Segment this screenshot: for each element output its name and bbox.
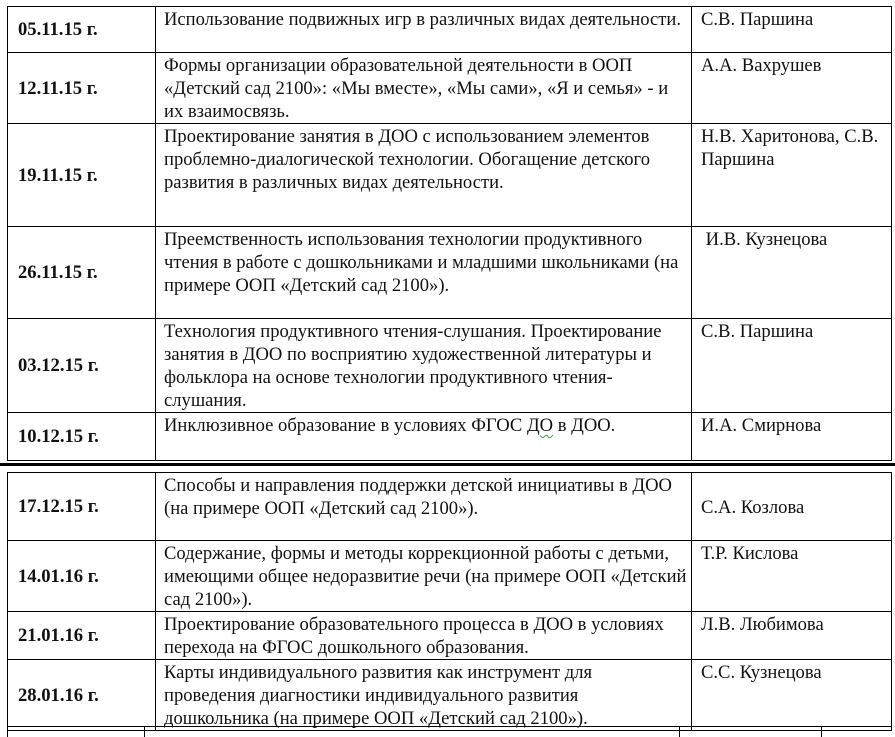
- date-cell: 10.12.15 г.: [8, 413, 156, 461]
- table-row: [8, 227, 892, 319]
- topic-cell: Преемственность использования технологии продуктивного чтения в работе с дошкольниками и младшими школьниками (на примере ООП «Детский сад 2100»).: [156, 227, 692, 319]
- topic-cell: Проектирование образовательного процесса в ДОО в условиях перехода на ФГОС дошкольного образования.: [156, 612, 692, 660]
- table-row: [8, 413, 892, 461]
- topic-text: Инклюзивное образование в условиях ФГОС: [164, 415, 527, 436]
- topic-cell: Содержание, формы и методы коррекционной работы с детьми, имеющими общее недоразвитие речи (на примере ООП «Детский сад 2100»).: [156, 541, 692, 612]
- date-cell: 17.12.15 г.: [8, 473, 156, 541]
- topic-cell: Способы и направления поддержки детской инициативы в ДОО (на примере ООП «Детский сад 2100»).: [156, 473, 692, 541]
- table-row: [8, 124, 892, 227]
- table-row: [8, 612, 892, 660]
- speaker-cell: А.А. Вахрушев: [692, 53, 892, 124]
- topic-cell: Технология продуктивного чтения-слушания. Проектирование занятия в ДОО по восприятию художественной литературы и фольклора на основе технологии продуктивного чтения-слушания.: [156, 319, 692, 413]
- table-row: [8, 53, 892, 124]
- topic-cell: Карты индивидуального развития как инструмент для проведения диагностики индивидуального развития дошкольника (на примере ООП «Детский сад 2100»).: [156, 660, 692, 731]
- next-row-stub: [7, 726, 892, 737]
- topic-cell: Использование подвижных игр в различных видах деятельности.: [156, 7, 692, 53]
- speaker-cell: С.В. Паршина: [692, 319, 892, 413]
- date-cell: 14.01.16 г.: [8, 541, 156, 612]
- date-cell: 21.01.16 г.: [8, 612, 156, 660]
- topic-cell: Формы организации образовательной деятельности в ООП «Детский сад 2100»: «Мы вместе», «Мы сами», «Я и семья» - и их взаимосвязь.: [156, 53, 692, 124]
- date-cell: 12.11.15 г.: [8, 53, 156, 124]
- page-break-divider: [0, 463, 895, 466]
- date-cell: 19.11.15 г.: [8, 124, 156, 227]
- schedule-table-page-2: [7, 472, 892, 731]
- speaker-cell: С.С. Кузнецова: [692, 660, 892, 731]
- table-row: [8, 541, 892, 612]
- speaker-cell: С.А. Козлова: [692, 473, 892, 541]
- table-row: [8, 660, 892, 731]
- speaker-cell: Л.В. Любимова: [692, 612, 892, 660]
- speaker-cell: Т.Р. Кислова: [692, 541, 892, 612]
- schedule-table-page-1: [7, 6, 892, 461]
- table-row: [8, 7, 892, 53]
- speaker-cell: И.А. Смирнова: [692, 413, 892, 461]
- date-cell: 05.11.15 г.: [8, 7, 156, 53]
- speaker-cell: И.В. Кузнецова: [692, 227, 892, 319]
- speaker-cell: Н.В. Харитонова, С.В. Паршина: [692, 124, 892, 227]
- date-cell: 28.01.16 г.: [8, 660, 156, 731]
- topic-text: в ДОО.: [553, 415, 616, 436]
- topic-cell: Проектирование занятия в ДОО с использованием элементов проблемно-диалогической технологии. Обогащение детского развития в различных видах деятельности.: [156, 124, 692, 227]
- topic-cell: [156, 413, 692, 461]
- table-row: [8, 319, 892, 413]
- table-row: [8, 473, 892, 541]
- speaker-cell: С.В. Паршина: [692, 7, 892, 53]
- date-cell: 26.11.15 г.: [8, 227, 156, 319]
- spellcheck-flagged-word[interactable]: ДО: [526, 415, 554, 436]
- date-cell: 03.12.15 г.: [8, 319, 156, 413]
